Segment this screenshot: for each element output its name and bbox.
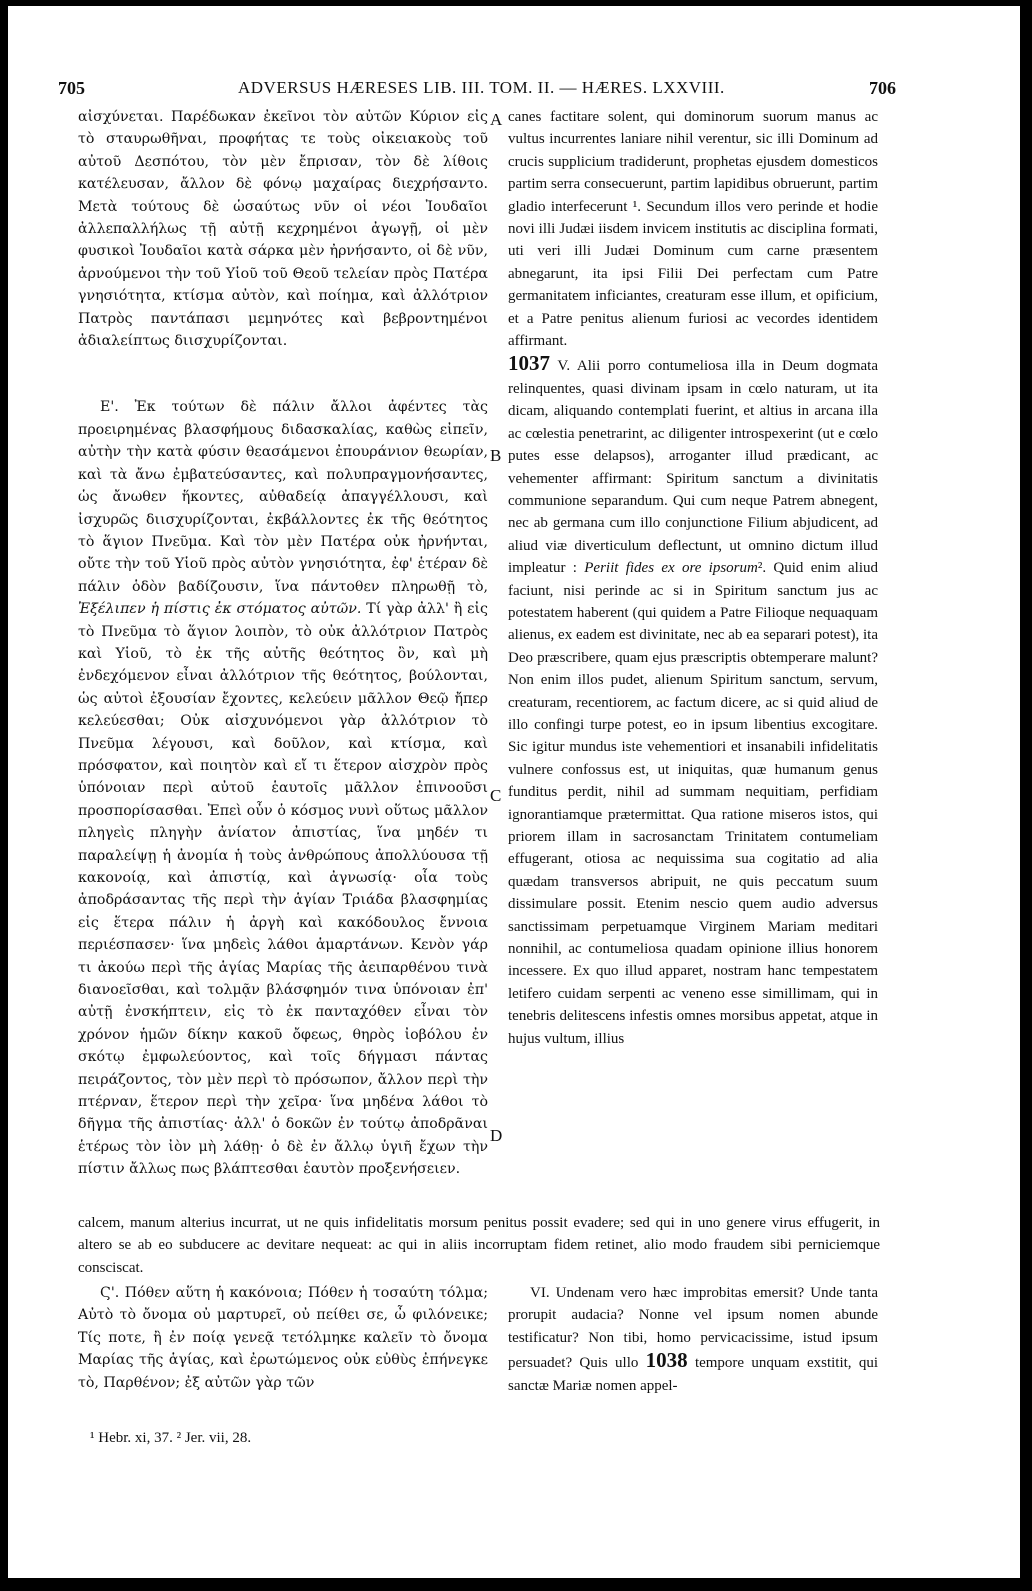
full-width-continuation bbox=[78, 1212, 880, 1279]
latin-column bbox=[508, 106, 878, 1050]
latin-paragraph-2: 1037 V. Alii porro contumeliosa illa in Deum dogmata relinquentes, quasi divinam ipsam in cœlo naturam, ut ita dicam, aliquando contemplati fuerint, et altius in arcana illa ac cœlestia penetrarint, ac diligenter introspexerint (ut e cœlo putes esse delapsos), arroganter illud prædicant, ac vehementer affirmant: Spiritum sanctum a divinitatis communione separandum. Qui cum neque Patrem abnegent, nec ab germana cum illo conjunctione Filium abjudicent, ad aliud viæ diverticulum deflectunt, ut omnino dictum illud impleatur : Periit fides ex ore ipsorum². Quid enim aliud faciunt, nisi perinde ac si in Spiritum sanctum jus ac potestatem haberent (qui quidem a Patre Filioque nequaquam alienus, ex eadem est divinitate, nec ab ea separari potest), ita Deo præscribere, quam ejus præscriptis obtemperare malunt? Non enim illos pudet, alienum Spiritum sanctum, servum, creaturam, recentiorem, ac factum dicere, ac si quid aliud de illo confingi turpe potest, eo in ipsum libentius excogitare. Sic igitur mundus iste vehementiori et insanabili infidelitatis vulnere confossus est, ut iniquitas, quæ humanum genus funditus perdit, nihil ad summam nequitiam, perfidiam ignorantiamque prætermittat. Qua ratione miseros istos, qui priorem illam in sacrosanctam Trinitatem contumeliam effugerant, otiosa ac nequissima sua cogitatio ad alia quædam transversos abripuit, ne quis peccatum suum dissimulare possit. Etenim nescio quem audio adversus sanctissimam perpetuamque Virginem Mariam meditari nonnihil, ac contumeliosa quadam opinione illius honorem incessere. Ex quo illud apparet, nostram hanc tempestatem letifero cuidam serpenti ac veneno esse simillimam, qui in tenebris delitescens infestis omnes morsibus appetat, atque in hujus vultum, illius bbox=[508, 351, 878, 1047]
latin-scripture-quote: Periit fides ex ore ipsorum bbox=[584, 560, 758, 577]
running-title: ADVERSUS HÆRESES LIB. III. TOM. II. — HÆRES. LXXVIII. bbox=[238, 78, 725, 97]
column-number-1038: 1038 bbox=[645, 1348, 688, 1373]
footnote-ref-2: ². bbox=[757, 560, 767, 577]
margin-letter-d: D bbox=[490, 1126, 503, 1145]
running-header bbox=[8, 78, 1020, 104]
latin-continuation: calcem, manum alterius incurrat, ut ne quis infidelitatis morsum penitus possit evadere; sed qui in uno genere virus effugerit, in altero se ab eo subducere ac devitare nequeat: ac qui in aliis incorruptam fidem retinet, alio modo fraudem sibi perniciemque consciscat. bbox=[78, 1215, 880, 1276]
page-number-left: 705 bbox=[58, 78, 85, 98]
margin-letter-c: C bbox=[490, 786, 502, 805]
greek-paragraph-3: Ϛ'. Πόθεν αὕτη ἡ κακόνοια; Πόθεν ἡ τοσαύτη τόλμα; Αὐτὸ τὸ ὄνομα οὐ μαρτυρεῖ, οὐ πείθει σε, ὦ φιλόνεικε; Τίς ποτε, ἢ ἐν ποίᾳ γενεᾷ τετόλμηκε καλεῖν τὸ ὄνομα Μαρίας τῆς ἁγίας, καὶ ἐρωτώμενος οὐκ εὐθὺς ἐπήνεγκε τὸ, Παρθένον; ἐξ αὐτῶν γὰρ τῶν bbox=[78, 1285, 488, 1391]
latin-paragraph-1: canes factitare solent, qui dominorum suorum manus ac vultus incurrentes laniare nihil verentur, sic illi Dominum ad crucis supplicium tradiderunt, prophetas ejusdem domesticos partim serra consecuerunt, partim lapidibus obruerunt, partim gladio interfecerunt ¹. Secundum illos vero perinde et hodie novi illi Judæi iisdem invicem institutis ac disciplina formati, uti veri illi Judæi Dominum cum carne præsentem abnegarunt, ita ipsi Filii Dei perfectam cum Patre germanitatem inficiantes, creaturam esse illum, et opificium, et a Patre penitus alienum furiosi ac vecordes identidem affirmant. bbox=[508, 109, 878, 350]
greek-column bbox=[78, 106, 488, 1181]
greek-paragraph-2: Ε'. Ἐκ τούτων δὲ πάλιν ἄλλοι ἀφέντες τὰς προειρημένας βλασφήμους διδασκαλίας, καθὼς εἰπεῖν, αὐτὴν τὴν κατὰ φύσιν θεασάμενοι ἐπουράνιον θεωρίαν, καὶ τὰ ἄνω ἐμβατεύσαντες, καὶ πολυπραγμονήσαντες, ὡς ἄνωθεν ἥκοντες, αὐθαδείᾳ ἀπαγγέλλουσι, καὶ ἰσχυρῶς διισχυρίζονται, ἐκβάλλοντες ἐκ τῆς θεότητος τὸ ἅγιον Πνεῦμα. Καὶ τὸν μὲν Πατέρα οὐκ ἠρνήνται, οὔτε τὴν τοῦ Υἱοῦ πρὸς αὐτὸν γνησιότητα, ἐφ' ἑτέραν δὲ πάλιν ὁδὸν βαδίζουσιν, ἵνα πάντοθεν πληρωθῇ τὸ, Ἐξέλιπεν ἡ πίστις ἐκ στόματος αὐτῶν. Τί γὰρ ἀλλ' ἢ εἰς τὸ Πνεῦμα τὸ ἅγιον λοιπὸν, τὸ οὐκ ἀλλότριον Πατρὸς καὶ Υἱοῦ, τὸ ἐκ τῆς αὐτῆς θεότητος ὂν, καὶ μὴ ἐνδεχόμενον εἶναι ἀλλότριον τῆς θεότητος, βούλονται, ὡς αὐτοὶ ἐξουσίαν ἔχοντες, κελεύειν μᾶλλον Θεῷ ἤπερ κελεύεσθαι; Οὐκ αἰσχυνόμενοι γὰρ ἀλλότριον τὸ Πνεῦμα λέγουσι, καὶ δοῦλον, καὶ κτίσμα, καὶ πρόσφατον, καὶ ποιητὸν καὶ εἴ τι ἕτερον αἰσχρὸν πρὸς ὑπόνοιαν περὶ αὐτοῦ ἑαυτοῖς μᾶλλον ἐπινοοῦσι προσπορίσασθαι. Ἐπεὶ οὖν ὁ κόσμος νυνὶ οὕτως μᾶλλον πληγεὶς πληγὴν ἀνίατον ἀπιστίας, ἵνα μηδέν τι παραλείψῃ ἡ ἀνομία ἡ τοὺς ἀνθρώπους ἀπολλύουσα τῇ κακονοίᾳ, καὶ ἀπιστίᾳ, καὶ ἀγνωσίᾳ· οἷα τοὺς ἀποδράσαντας τῆς περὶ τὴν ἁγίαν Τριάδα βλασφημίας εἰς ἕτερα πάλιν ἡ ἀργὴ καὶ κακόδουλος ἔννοια περιέσπασεν· ἵνα μηδεὶς λάθοι ἁμαρτάνων. Κενὸν γάρ τι ἀκούω περὶ τῆς ἁγίας Μαρίας τῆς ἀειπαρθένου τινὰ διανοεῖσθαι, καὶ τολμᾷν βλάσφημόν τινα ὑπόνοιαν ἐπ' αὐτῇ ἐνσκήπτειν, εἰς τὸ ἐκ πανταχόθεν εἶναι τὸν χρόνον ἡμῶν δίκην κακοῦ ὄφεως, θηρὸς ἰοβόλου ἐν σκότῳ ἐμφωλεύοντος, καὶ τοῖς δήγμασι πάντας πειράζοντος, τὸν μὲν περὶ τὸ πρόσωπον, ἄλλον περὶ τὴν πτέρναν, ἕτερον περὶ τὴν χεῖρα· ἵνα μηδένα λάθοι τὸ δῆγμα τῆς ἀπιστίας· ἀλλ' ὁ δοκῶν ἐν τούτῳ ἀποδρᾶναι ἑτέρως τὸν ἰὸν μὴ λάθῃ· ὁ δὲ ἐν ἄλλῳ ὑγιῆ ἔχων τὴν πίστιν ἄλλως πως βλάπτεσθαι ἑαυτὸν προξενήσειεν. bbox=[78, 399, 489, 1178]
page-number-right: 706 bbox=[869, 78, 896, 98]
footnotes: ¹ Hebr. xi, 37. ² Jer. vii, 28. bbox=[90, 1430, 252, 1446]
greek-column-bottom bbox=[78, 1282, 488, 1394]
column-number-1037: 1037 bbox=[508, 351, 550, 376]
latin-paragraph-3: VI. Undenam vero hæc improbitas emersit? Unde tanta prorupit audacia? Nonne vel ipsum nomen abunde testificatur? Non tibi, homo pervicacissime, istud ipsum persuadet? Quis ullo 1038 tempore unquam exstitit, qui sanctæ Mariæ nomen appel- bbox=[508, 1285, 878, 1394]
greek-paragraph-1: αἰσχύνεται. Παρέδωκαν ἐκεῖνοι τὸν αὐτῶν Κύριον εἰς τὸ σταυρωθῆναι, προφήτας τε τοὺς οἰκειακοὺς τοῦ αὐτοῦ Δεσπότου, τὸν μὲν ἔπρισαν, τὸν δὲ λίθοις κατέλευσαν, ἄλλον δὲ φόνῳ μαχαίρας διεχρήσαντο. Μετὰ τούτους δὲ ὡσαύτως νῦν οἱ νέοι Ἰουδαῖοι ἀλλεπαλλήλως τῇ αὐτῇ κεχρημένοι ἀγωγῇ, οἱ μὲν φυσικοὶ Ἰουδαῖοι κατὰ σάρκα μὲν ἠρνήσαντο, οἱ δὲ νῦν, ἀρνούμενοι τὴν τοῦ Υἱοῦ τοῦ Θεοῦ τελείαν πρὸς Πατέρα γνησιότητα, κτίσμα αὐτὸν, καὶ ποίημα, καὶ ἀλλότριον Πατρὸς παντάπασι μεμηνότες καὶ βεβροντημένοι ἀδιαλείπτως διισχυρίζονται. bbox=[78, 109, 488, 350]
margin-letter-a: A bbox=[490, 110, 503, 129]
page bbox=[8, 6, 1020, 1578]
greek-scripture-quote: Ἐξέλιπεν ἡ πίστις ἐκ στόματος αὐτῶν. bbox=[78, 601, 362, 618]
margin-letter-b: B bbox=[490, 446, 502, 465]
latin-column-bottom bbox=[508, 1282, 878, 1397]
